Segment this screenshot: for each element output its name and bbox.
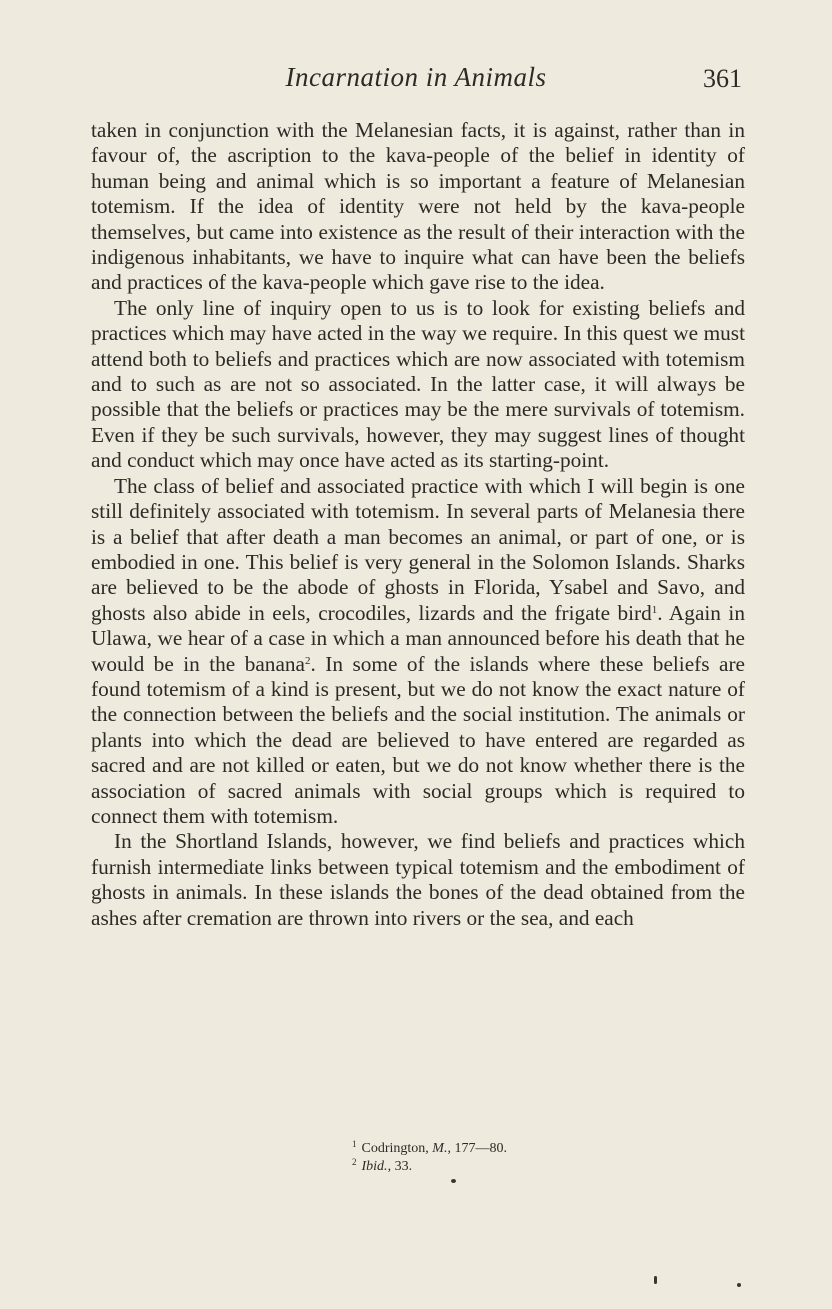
footnote-2	[352, 1158, 507, 1176]
paragraph-3	[91, 474, 745, 830]
paragraph-1	[91, 118, 745, 296]
body-text	[91, 118, 745, 931]
paragraph-text: taken in conjunction with the Melanesian facts, it is against, rather than in favour of, the ascription to the kava-people of the belief in identity of human being and animal which is so important a feature of Melanesian totemism. If the idea of identity were not held by the kava-people themselves, but came into existence as the result of their interaction with the indigenous inhabitants, we have to inquire what can have been the beliefs and practices of the kava-people which gave rise to the idea.	[91, 118, 745, 295]
footnote-work: Ibid.	[361, 1159, 388, 1174]
paragraph-text: . In some of the islands where these beliefs are found totemism of a kind is present, but we do not know the exact nature of the connection between the beliefs and the social institution. The animals or plants into which the dead are believed to have entered are regarded as sacred and are not killed or eaten, but we do not know whether there is the association of sacred animals with social groups which is required to connect them with totemism.	[91, 651, 746, 828]
footnote-author: Codrington,	[361, 1141, 429, 1156]
footnote-ref-2[interactable]: 2	[305, 654, 311, 667]
footnote-marker: 1	[352, 1139, 357, 1149]
print-speck	[451, 1179, 456, 1183]
paragraph-text: . Again in Ulawa, we hear of a case in which a man announced before his death that he would be in the banana	[91, 600, 745, 676]
running-head	[90, 62, 742, 102]
footnote-work: M.	[432, 1141, 448, 1156]
paragraph-2	[91, 296, 745, 474]
running-title: Incarnation in Animals	[285, 62, 547, 92]
print-speck	[737, 1283, 741, 1287]
footnote-pages: , 33.	[387, 1159, 413, 1174]
footnote-ref-1[interactable]: 1	[651, 603, 658, 616]
footnotes	[352, 1140, 507, 1176]
paragraph-text: The only line of inquiry open to us is to look for existing beliefs and practices which may have acted in the way we require. In this quest we must attend both to beliefs and practices which are now associated with totemism and to such as are not so associated. In the latter case, it will always be possible that the beliefs or practices may be the mere survivals of totemism. Even if they be such survivals, however, they may suggest lines of thought and conduct which may once have acted as its starting-point.	[91, 295, 745, 473]
footnote-marker: 2	[352, 1157, 357, 1167]
page-number: 361	[703, 64, 742, 93]
paragraph-4	[91, 829, 745, 931]
paragraph-text: In the Shortland Islands, however, we find beliefs and practices which furnish intermediate links between typical totemism and the embodiment of ghosts in animals. In these islands the bones of the dead obtained from the ashes after cremation are thrown into rivers or the sea, and each	[91, 829, 745, 930]
paragraph-text: The class of belief and associated practice with which I will begin is one still definitely associated with totemism. In several parts of Melanesia there is a belief that after death a man becomes an animal, or part of one, or is embodied in one. This belief is very general in the Solomon Islands. Sharks are believed to be the abode of ghosts in Florida, Ysabel and Savo, and ghosts also abide in eels, crocodiles, lizards and the frigate bird	[91, 473, 745, 625]
print-speck	[654, 1276, 657, 1284]
footnote-1	[352, 1140, 507, 1158]
footnote-pages: , 177—80.	[447, 1141, 507, 1156]
